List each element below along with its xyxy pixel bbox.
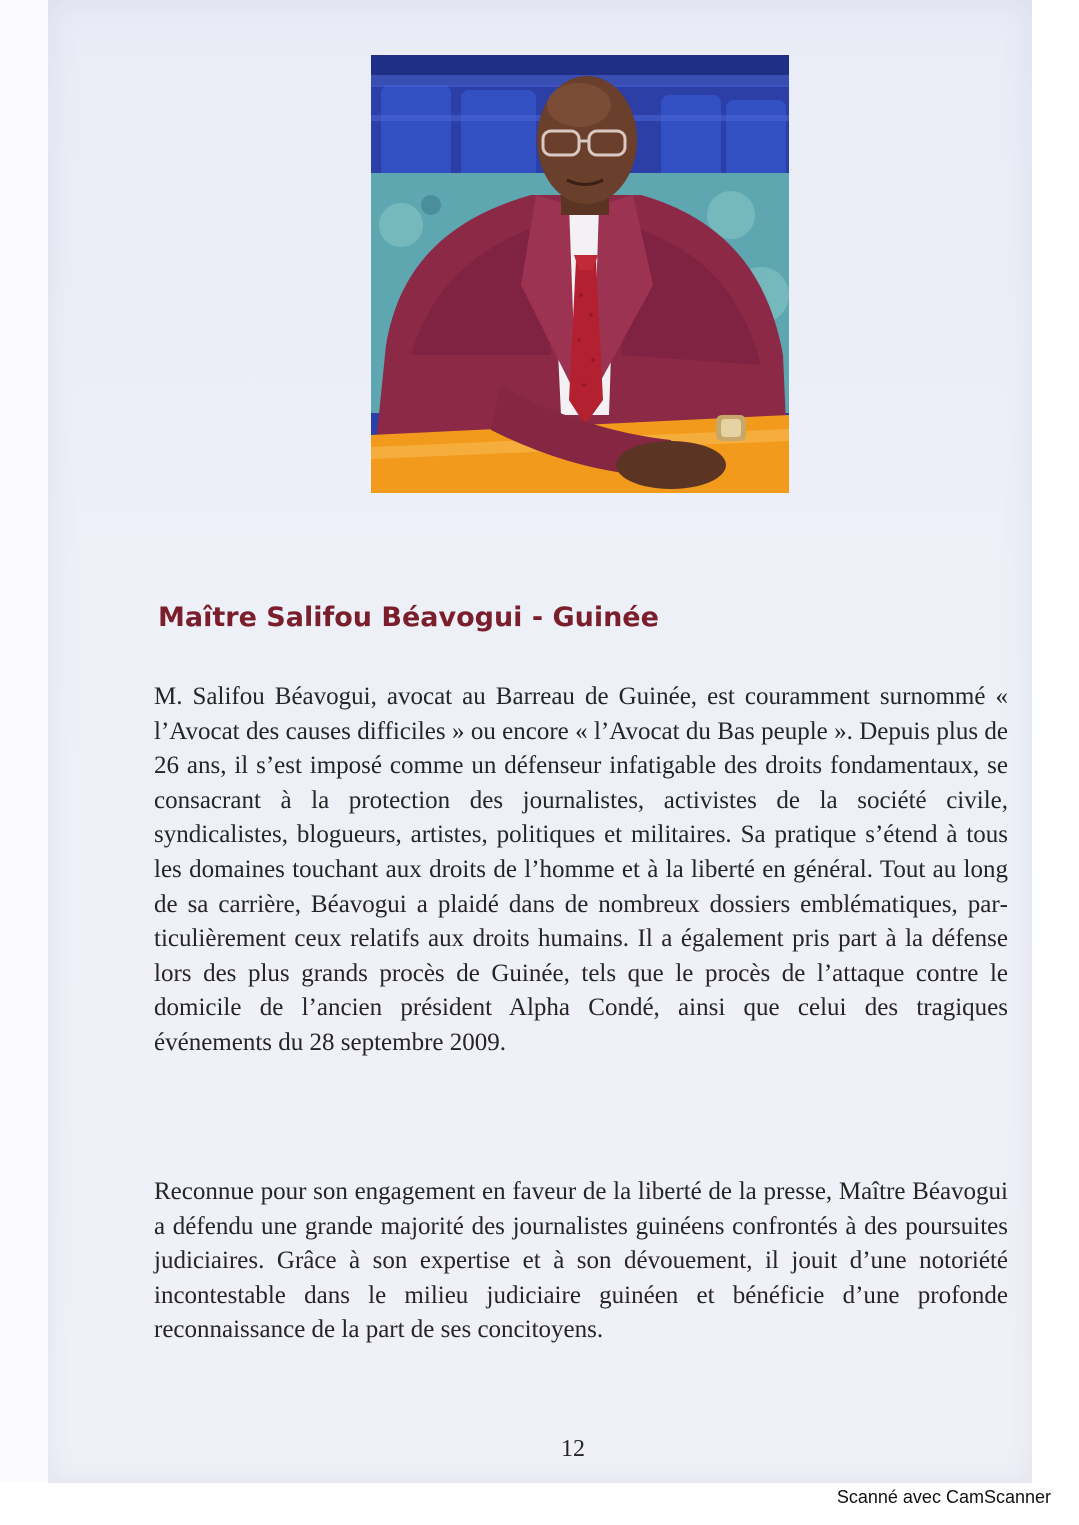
page-number: 12 bbox=[561, 1436, 585, 1462]
scanner-watermark: Scanné avec CamScanner bbox=[836, 1487, 1051, 1507]
portrait-photo bbox=[371, 55, 789, 493]
body-paragraph: Reconnue pour son engagement en faveur de la liberté de la presse, Maître Béavogui a défendu une grande majorité des journalistes guinéens confrontés à des poursuites judiciaires. Grâce à son expertise et à son dévouement, il jouit d’une notoriété incontestable dans le milieu judiciaire guinéen et bénéficie d’une profonde reconnaissance de la part de ses concitoyens. bbox=[154, 1178, 1008, 1344]
book-page bbox=[48, 0, 1032, 1483]
portrait-illustration bbox=[371, 55, 789, 493]
scan-margin bbox=[0, 0, 48, 1483]
page-title: Maître Salifou Béavogui - Guinée bbox=[158, 602, 659, 633]
body-paragraph: M. Salifou Béavogui, avocat au Barreau de Guinée, est couramment surnommé « l’Avocat des causes difficiles » ou encore « l’Avocat du Bas peuple ». Depuis plus de 26 ans, il s’est imposé comme un défenseur infatigable des droits fondamentaux, se consacrant à la protection des journalistes, activistes de la société civile, syndicalistes, blogueurs, artistes, politiques et militaires. Sa pratique s’étend à tous les domaines touchant aux droits de l’homme et à la liberté en général. Tout au long de sa carrière, Béavogui a plaidé dans de nombreux dossiers emblématiques, particulièrement ceux relatifs aux droits humains. Il a également pris part à la défense lors des plus grands procès de Guinée, tels que le procès de l’attaque contre le domicile de l’ancien président Alpha Condé, ainsi que celui des tragiques événements du 28 septembre 2009. bbox=[154, 683, 1008, 1056]
